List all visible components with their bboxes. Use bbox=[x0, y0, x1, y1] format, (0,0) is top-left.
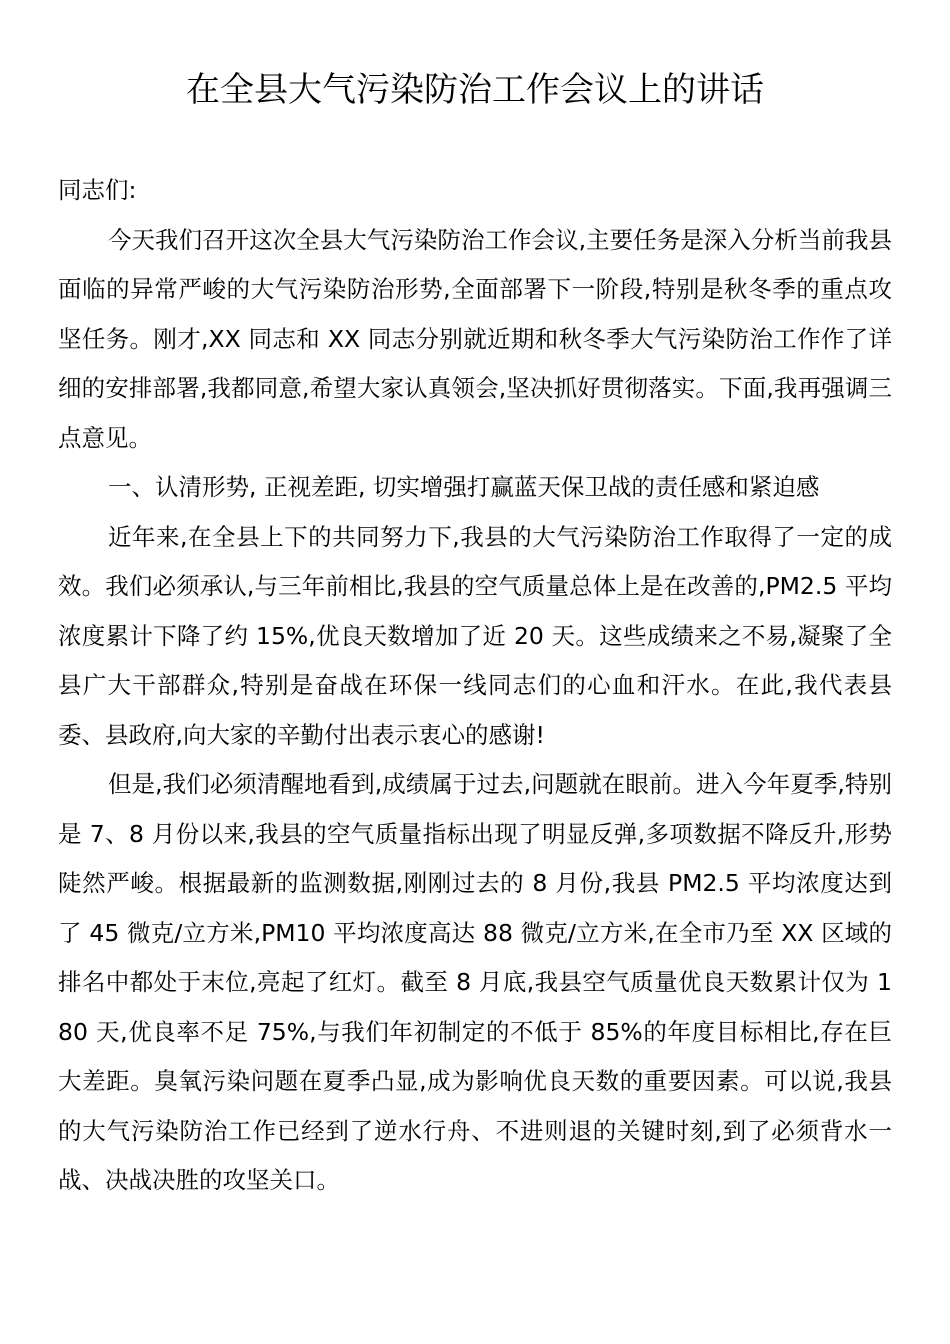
paragraph-problems: 但是,我们必须清醒地看到,成绩属于过去,问题就在眼前。进入今年夏季,特别是 7、8 月份以来,我县的空气质量指标出现了明显反弹,多项数据不降反升,形势陡然严峻。根据最新的监测数据,刚刚过去的 8 月份,我县 PM2.5 平均浓度达到了 45 微克/立方米,PM10 平均浓度高达 88 微克/立方米,在全市乃至 XX 区域的排名中都处于末位,亮起了红灯。截至 8 月底,我县空气质量优良天数累计仅为 180 天,优良率不足 75%,与我们年初制定的不低于 85%的年度目标相比,存在巨大差距。臭氧污染问题在夏季凸显,成为影响优良天数的重要因素。可以说,我县的大气污染防治工作已经到了逆水行舟、不进则退的关键时刻,到了必须背水一战、决战决胜的攻坚关口。 bbox=[58, 770, 892, 1194]
document-title: 在全县大气污染防治工作会议上的讲话 bbox=[186, 70, 764, 110]
paragraph-achievements: 近年来,在全县上下的共同努力下,我县的大气污染防治工作取得了一定的成效。我们必须承认,与三年前相比,我县的空气质量总体上是在改善的,PM2.5 平均浓度累计下降了约 15%,优良天数增加了近 20 天。这些成绩来之不易,凝聚了全县广大干部群众,特别是奋战在环保一线同志们的心血和汗水。在此,我代表县委、县政府,向大家的辛勤付出表示衷心的感谢! bbox=[58, 522, 892, 749]
salutation: 同志们: bbox=[58, 176, 137, 204]
document-body bbox=[58, 166, 892, 1206]
section-heading-1: 一、认清形势, 正视差距, 切实增强打赢蓝天保卫战的责任感和紧迫感 bbox=[108, 473, 820, 501]
paragraph-opening: 今天我们召开这次全县大气污染防治工作会议,主要任务是深入分析当前我县面临的异常严峻的大气污染防治形势,全面部署下一阶段,特别是秋冬季的重点攻坚任务。刚才,XX 同志和 XX 同志分别就近期和秋冬季大气污染防治工作作了详细的安排部署,我都同意,希望大家认真领会,坚决抓好贯彻落实。下面,我再强调三点意见。 bbox=[58, 225, 892, 452]
